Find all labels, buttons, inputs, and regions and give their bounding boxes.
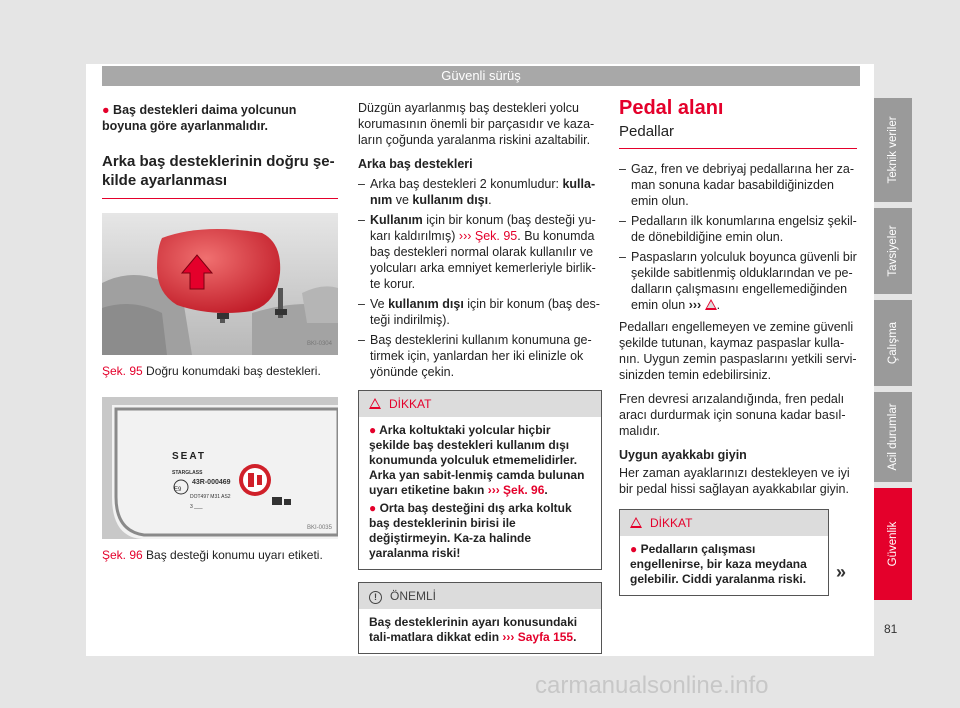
list-item: – Kullanım için bir konum (baş desteği yu-karı kaldırılmış) ››› Şek. 95. Bu konumda baş destekleri normal olarak kullanılır ve yolcuları arka emniyet kemerleriyle birlik-te korur. xyxy=(358,212,602,292)
tab-teknik-veriler[interactable]: Teknik veriler xyxy=(874,98,912,202)
warning-body: ● Arka koltuktaki yolcular hiçbir şekilde baş destekleri kullanım dışı konumunda yolculuk etmemelidirler. Arka yan sabit-lenmiş camda bulunan uyarı etiketine bakın ››› Şek. 96. ● Orta baş desteğini dış arka koltuk baş desteklerinin birisi ile değiştirmeyin. Ka-za halinde yaralanma riski! xyxy=(369,423,585,560)
section-title: Pedal alanı xyxy=(619,97,724,119)
section-heading: Arka baş desteklerinin doğru şe-kilde ayarlanması xyxy=(102,152,338,199)
column-2 xyxy=(358,100,602,654)
headrest-illustration xyxy=(102,213,338,355)
warning-box xyxy=(619,509,829,596)
warning-box xyxy=(358,390,602,570)
sticker-line-3: DOT497 M31 AS2 xyxy=(190,494,231,500)
figure-caption: Şek. 95 Doğru konumdaki baş destekleri. xyxy=(102,364,321,378)
tab-calisma[interactable]: Çalışma xyxy=(874,300,912,386)
column-1 xyxy=(102,102,338,563)
page-number: 81 xyxy=(884,622,898,636)
list-item: – Gaz, fren ve debriyaj pedallarına her za-man sonuna kadar basabildiğinizden emin olun. xyxy=(619,161,857,209)
tab-guvenlik[interactable]: Güvenlik xyxy=(874,488,912,600)
sticker-line-2: 43R-000469 xyxy=(192,479,231,486)
warning-icon xyxy=(705,299,717,310)
important-box xyxy=(358,582,602,654)
sticker-line-1: STARGLASS xyxy=(172,470,203,476)
important-body: Baş desteklerinin ayarı konusundaki tali-matlara dikkat edin ››› Sayfa 155. xyxy=(369,615,578,644)
figure-95 xyxy=(102,213,338,379)
list-item: – Baş desteklerini kullanım konumuna ge-tirmek için, yanlardan her iki elinizle ok yönünde çekin. xyxy=(358,332,602,380)
warning-icon xyxy=(369,398,381,409)
warning-header: DİKKAT xyxy=(620,510,828,536)
chapter-tabs xyxy=(874,98,912,606)
sticker-brand: SEAT xyxy=(172,451,206,462)
pedal-list xyxy=(619,161,857,313)
warning-sticker-photo xyxy=(102,397,338,539)
continue-icon: » xyxy=(836,562,847,582)
watermark: carmanualsonline.info xyxy=(535,672,769,699)
list-item: – Pedalların ilk konumlarına engelsiz şekil-de dönebildiğine emin olun. xyxy=(619,213,857,245)
section-subtitle: Pedallar xyxy=(619,124,857,149)
list-item: – Paspasların yolculuk boyunca güvenli bir şekilde sabitlenmiş olduklarından ve pe-dalların çalışmasını engellemediğinden emin olun ››› . xyxy=(619,249,857,313)
intro-paragraph: Düzgün ayarlanmış baş destekleri yolcu korumasının önemli bir parçasıdır ve kaza-ların çoğunda yaralanma riskini azaltabilir. xyxy=(358,101,595,147)
sticker-line-4: 3 ___ xyxy=(190,504,203,510)
paragraph: Her zaman ayaklarınızı destekleyen ve iyi bir pedal hissi sağlayan ayakkabılar giyin. xyxy=(619,466,850,496)
figure-code: BKI-0304 xyxy=(306,341,332,347)
important-header: ! ÖNEMLİ xyxy=(359,583,601,609)
headrest-list xyxy=(358,176,602,380)
figure-code: BKI-0035 xyxy=(306,525,332,531)
tab-acil-durumlar[interactable]: Acil durumlar xyxy=(874,392,912,482)
sticker-e9: E9 xyxy=(174,487,182,493)
warning-body: ● Pedalların çalışması engellenirse, bir kaza meydana gelebilir. Ciddi yaralanma riski. xyxy=(630,542,807,586)
warning-icon xyxy=(630,517,642,528)
paragraph: Pedalları engellemeyen ve zemine güvenli şekilde tutunan, kaymaz paspaslar kulla-nın. Uygun zemin paspaslarını yetkili servi-sinizden temin edebilirsiniz. xyxy=(619,320,857,382)
page-link[interactable]: ››› Sayfa 155 xyxy=(502,630,574,644)
info-icon: ! xyxy=(369,591,382,604)
list-item: – Arka baş destekleri 2 konumludur: kulla-nım ve kullanım dışı. xyxy=(358,176,602,208)
headrest-photo xyxy=(102,213,338,355)
figure-caption: Şek. 96 Baş desteği konumu uyarı etiketi. xyxy=(102,548,323,562)
list-item: – Ve kullanım dışı için bir konum (baş des-teği indirilmiş). xyxy=(358,296,602,328)
note: ● Baş destekleri daima yolcunun boyuna göre ayarlanmalıdır. xyxy=(102,103,297,133)
figure-link[interactable]: ››› Şek. 96 xyxy=(487,483,545,497)
page-header: Güvenli sürüş xyxy=(102,66,860,86)
paragraph: Fren devresi arızalandığında, fren pedalı aracı durdurmak için sonuna kadar basıl-malıdır. xyxy=(619,392,846,438)
column-3 xyxy=(619,97,857,596)
subheading: Uygun ayakkabı giyin xyxy=(619,448,747,462)
figure-96 xyxy=(102,397,338,563)
subheading: Arka baş destekleri xyxy=(358,157,473,171)
sticker-illustration xyxy=(102,397,338,539)
figure-link[interactable]: ››› Şek. 95 xyxy=(458,229,518,243)
tab-tavsiyeler[interactable]: Tavsiyeler xyxy=(874,208,912,294)
warning-header: DİKKAT xyxy=(359,391,601,417)
